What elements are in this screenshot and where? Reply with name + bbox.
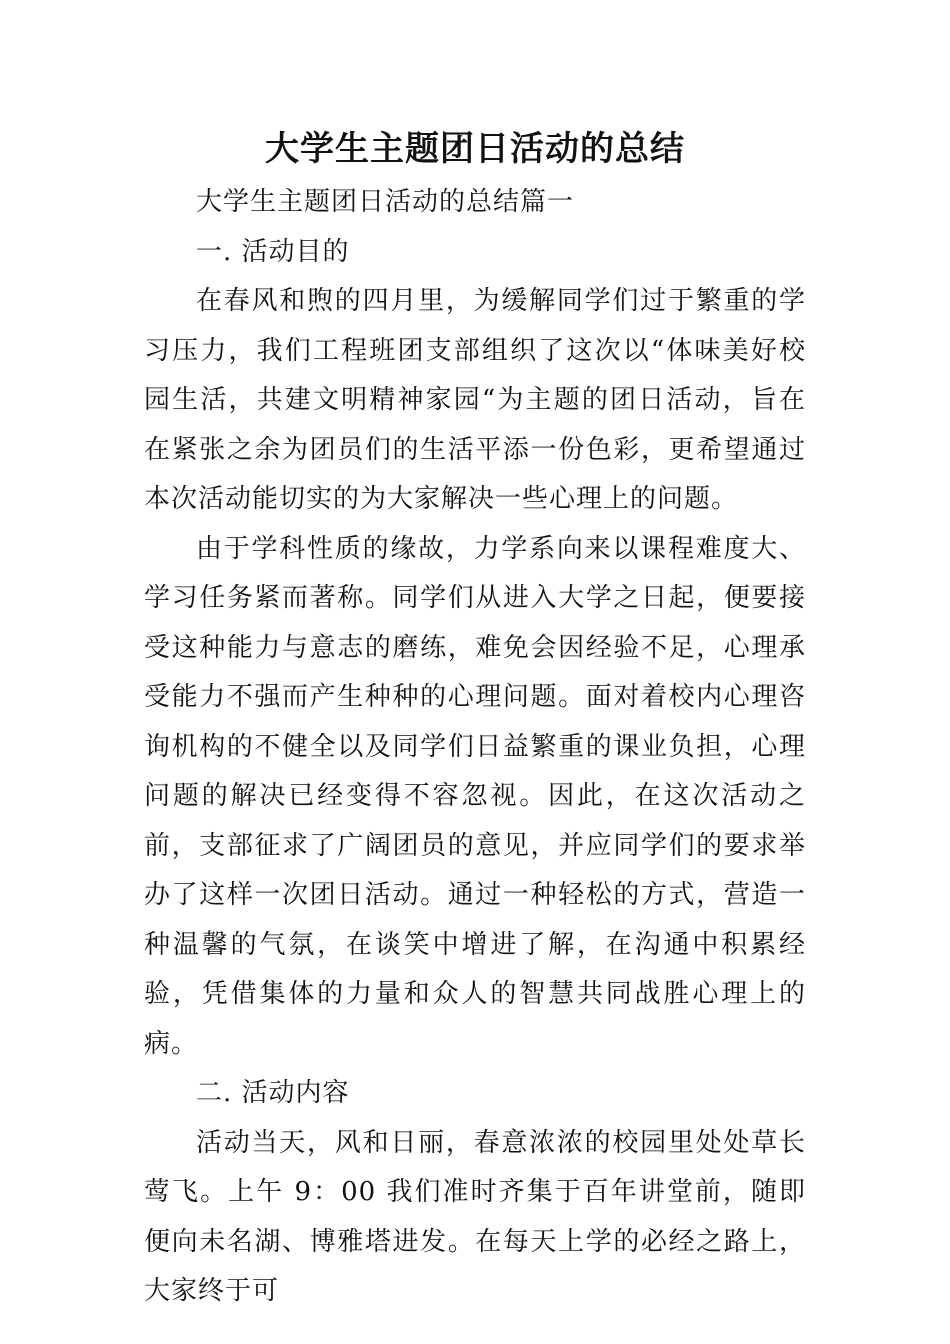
document-body <box>144 178 806 1317</box>
document-title: 大学生主题团日活动的总结 <box>265 129 685 169</box>
section-heading: 大学生主题团日活动的总结篇一 <box>196 187 575 217</box>
subsection-heading: 二. 活动内容 <box>196 1078 350 1108</box>
body-paragraph: 活动当天，风和日丽，春意浓浓的校园里处处草长莺飞。上午 9：00 我们准时齐集于百年讲堂前，随即便向未名湖、博雅塔进发。在每天上学的必经之路上，大家终于可 <box>144 1127 806 1306</box>
body-paragraph: 在春风和煦的四月里，为缓解同学们过于繁重的学习压力，我们工程班团支部组织了这次以“体味美好校园生活，共建文明精神家园“为主题的团日活动，旨在在紧张之余为团员们的生活平添一份色彩，更希望通过本次活动能切实的为大家解决一些心理上的问题。 <box>144 286 806 514</box>
body-paragraph: 由于学科性质的缘故，力学系向来以课程难度大、学习任务紧而著称。同学们从进入大学之日起，便要接受这种能力与意志的磨练，难免会因经验不足，心理承受能力不强而产生种种的心理问题。面对着校内心理咨询机构的不健全以及同学们日益繁重的课业负担，心理问题的解决已经变得不容忽视。因此，在这次活动之前，支部征求了广阔团员的意见，并应同学们的要求举办了这样一次团日活动。通过一种轻松的方式，营造一种温馨的气氛，在谈笑中增进了解，在沟通中积累经验，凭借集体的力量和众人的智慧共同战胜心理上的病。 <box>144 533 806 1059</box>
subsection-heading: 一. 活动目的 <box>196 236 350 267</box>
